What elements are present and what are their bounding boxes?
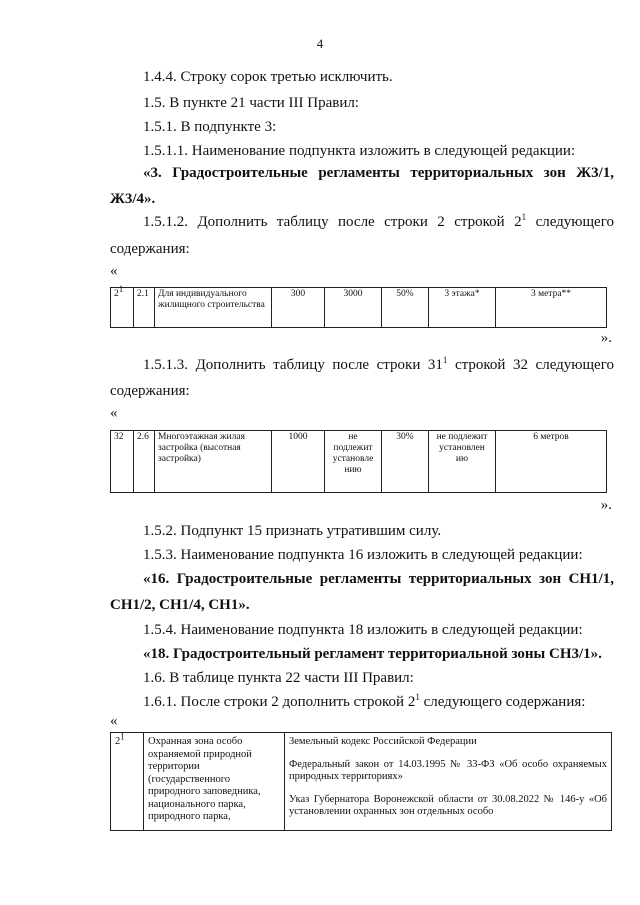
heading-3-line1: «3. Градостроительные регламенты территориальных зон Ж3/1,: [143, 165, 614, 181]
paragraph-1-5-1-3: 1.5.1.3. Дополнить таблицу после строки $31^1$ строкой 32 следующего: [143, 355, 614, 373]
cell-legal-basis: Земельный кодекс Российской Федерации Федеральный закон от 14.03.1995 № 33-ФЗ «Об особо охраняемых природных территориях» Указ Губернатора Воронежской области от 30.08.2022 № 146-у «Об установлении охранных зон отдельных особо: [285, 733, 612, 831]
cell-num: 32: [111, 431, 134, 493]
cell-zone-name: Охранная зона особо охраняемой природной территории (государственного природного заповедника, национального парка, природного парка,: [144, 733, 285, 831]
cell-num: $2^1$: [111, 288, 134, 328]
paragraph-1-5-3: 1.5.3. Наименование подпункта 16 изложить в следующей редакции:: [143, 547, 583, 563]
table-row-32: [110, 430, 607, 493]
paragraph-1-5-1-1: 1.5.1.1. Наименование подпункта изложить в следующей редакции:: [143, 143, 576, 159]
cell-v1: 1000: [272, 431, 325, 493]
cell-v3: 30%: [382, 431, 429, 493]
heading-16-line1: «16. Градостроительные регламенты территориальных зон СН1/1,: [143, 571, 614, 587]
cell-v5: 6 метров: [496, 431, 607, 493]
paragraph-1-5-1-2: 1.5.1.2. Дополнить таблицу после строки 2 строкой $2^1$ следующего: [143, 212, 614, 230]
table-row-2-1-zone: [110, 732, 612, 831]
cell-v2: не подлежит установле нию: [325, 431, 382, 493]
paragraph-1-5-1-3-cont: содержания:: [110, 383, 190, 399]
heading-3-line2: Ж3/4».: [110, 191, 156, 207]
paragraph-1-4-4: 1.4.4. Строку сорок третью исключить.: [143, 69, 393, 85]
quote-open-1: «: [110, 263, 118, 279]
cell-code: 2.1: [134, 288, 155, 328]
heading-18: «18. Градостроительный регламент территориальной зоны СН3/1».: [143, 646, 602, 662]
cell-name: Многоэтажная жилая застройка (высотная застройка): [155, 431, 272, 493]
paragraph-1-5: 1.5. В пункте 21 части III Правил:: [143, 95, 360, 111]
cell-name: Для индивидуального жилищного строительства: [155, 288, 272, 328]
cell-code: 2.6: [134, 431, 155, 493]
paragraph-1-5-1: 1.5.1. В подпункте 3:: [143, 119, 277, 135]
paragraph-1-5-2: 1.5.2. Подпункт 15 признать утратившим силу.: [143, 523, 442, 539]
table-row-2-1: [110, 284, 607, 328]
page-number: 4: [316, 36, 324, 51]
cell-v4: 3 этажа*: [429, 288, 496, 328]
quote-open-2: «: [110, 405, 118, 421]
cell-v2: 3000: [325, 288, 382, 328]
paragraph-1-6: 1.6. В таблице пункта 22 части III Правил:: [143, 670, 414, 686]
cell-num: $2^1$: [111, 733, 144, 831]
quote-open-3: «: [110, 713, 118, 729]
cell-v4: не подлежит установлен ию: [429, 431, 496, 493]
cell-v3: 50%: [382, 288, 429, 328]
quote-close-2: ».: [600, 497, 612, 513]
cell-v5: 3 метра**: [496, 288, 607, 328]
paragraph-1-5-4: 1.5.4. Наименование подпункта 18 изложить в следующей редакции:: [143, 622, 583, 638]
quote-close-1: ».: [600, 330, 612, 346]
heading-16-line2: СН1/2, СН1/4, СН1».: [110, 597, 250, 613]
paragraph-1-6-1: 1.6.1. После строки 2 дополнить строкой $2^1$ следующего содержания:: [143, 692, 586, 710]
cell-v1: 300: [272, 288, 325, 328]
paragraph-1-5-1-2-cont: содержания:: [110, 241, 190, 257]
